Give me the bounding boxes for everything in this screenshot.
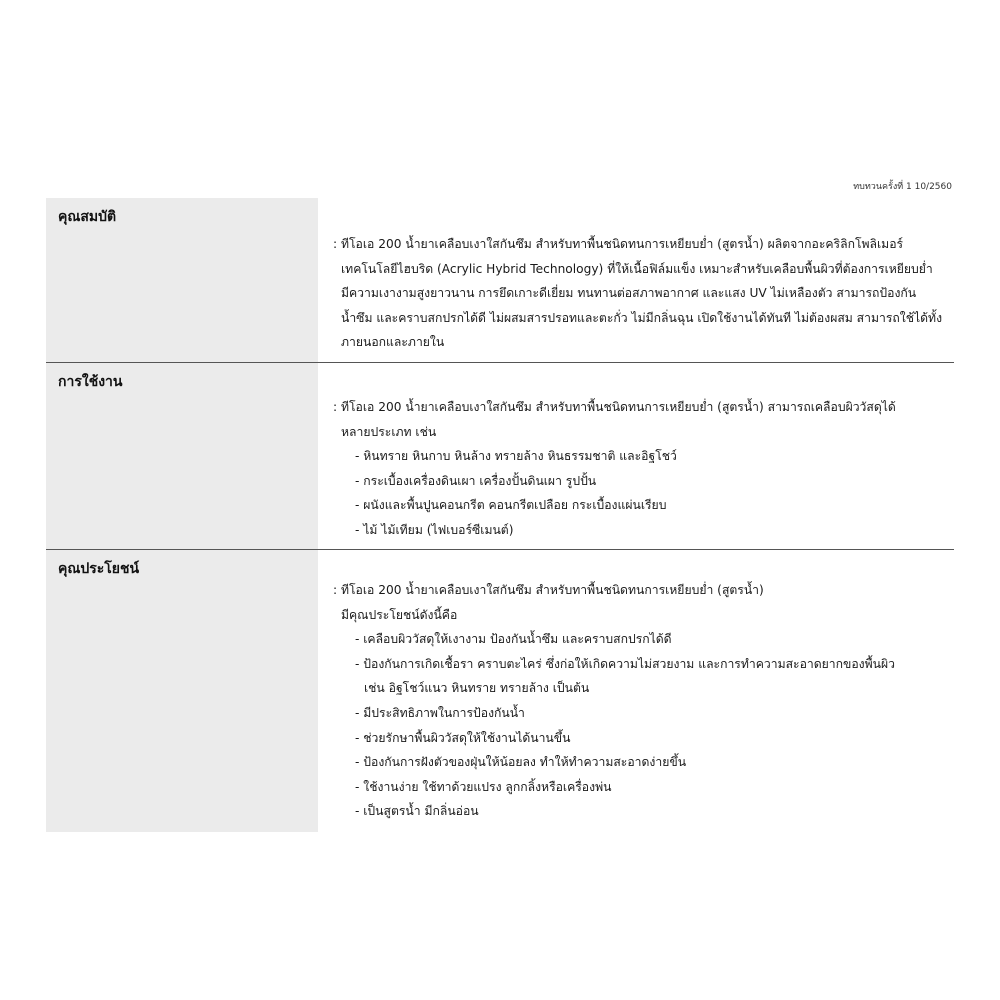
paragraph-line: หลายประเภท เช่น <box>341 424 437 439</box>
section-content-properties <box>318 198 954 362</box>
list-item-text: - ป้องกันการฝังตัวของฝุ่นให้น้อยลง ทำให้ทำความสะอาดง่ายขึ้น <box>355 755 687 770</box>
list-item: - หินทราย หินกาบ หินล้าง ทรายล้าง หินธรรมชาติ และอิฐโชว์ <box>355 449 677 464</box>
revision-note: ทบทวนครั้งที่ 1 10/2560 <box>853 182 952 192</box>
list-item: - ผนังและพื้นปูนคอนกรีต คอนกรีตเปลือย กระเบื้องแผ่นเรียบ <box>355 498 667 513</box>
list-item: - กระเบื้องเครื่องดินเผา เครื่องปั้นดินเผา รูปปั้น <box>355 473 597 488</box>
properties-paragraph <box>333 232 954 355</box>
list-item-continuation: เช่น อิฐโชว์แนว หินทราย ทรายล้าง เป็นต้น <box>364 681 590 696</box>
paragraph-line: : ทีโอเอ 200 น้ำยาเคลือบเงาใสกันซึม สำหรับทาพื้นชนิดทนการเหยียบย่ำ (สูตรน้ำ) สามารถเคลือบผิววัสดุได้ <box>333 400 896 414</box>
list-item <box>355 701 954 726</box>
list-item-text: - เป็นสูตรน้ำ มีกลิ่นอ่อน <box>355 804 479 819</box>
section-title-usage: การใช้งาน <box>58 374 123 390</box>
paragraph-line: น้ำซึม และคราบสกปรกได้ดี ไม่ผสมสารปรอทและตะกั่ว ไม่มีกลิ่นฉุน เปิดใช้งานได้ทันที ไม่ต้องผสม สามารถใช้ได้ทั้ง <box>341 310 943 325</box>
list-item-text: - ป้องกันการเกิดเชื้อรา คราบตะไคร่ ซึ่งก่อให้เกิดความไม่สวยงาม และการทำความสะอาดยากของพื้นผิว <box>355 656 895 671</box>
section-title-properties: คุณสมบัติ <box>58 209 117 225</box>
usage-list <box>333 444 954 542</box>
product-spec-table <box>46 198 954 832</box>
list-item <box>355 726 954 751</box>
section-label-cell <box>46 363 318 549</box>
paragraph-line: มีคุณประโยชน์ดังนี้คือ <box>341 607 458 622</box>
paragraph-line: ภายนอกและภายใน <box>341 335 445 350</box>
section-properties <box>46 198 954 362</box>
section-content-benefits <box>318 550 954 832</box>
paragraph-line: เทคโนโลยีไฮบริด (Acrylic Hybrid Technology) ที่ให้เนื้อฟิล์มแข็ง เหมาะสำหรับเคลือบพื้นผิวที่ต้องการเหยียบย่ำ <box>341 261 933 276</box>
list-item-text: - เคลือบผิววัสดุให้เงางาม ป้องกันน้ำซึม และคราบสกปรกได้ดี <box>355 632 672 647</box>
list-item: - ไม้ ไม้เทียม (ไฟเบอร์ซีเมนต์) <box>355 522 514 537</box>
list-item <box>355 627 954 652</box>
list-item <box>355 652 954 701</box>
section-content-usage <box>318 363 954 549</box>
paragraph-line: มีความเงางามสูงยาวนาน การยึดเกาะดีเยี่ยม ทนทานต่อสภาพอากาศ และแสง UV ไม่เหลืองตัว สามารถป้องกัน <box>341 286 917 301</box>
list-item <box>355 750 954 775</box>
paragraph-line: : ทีโอเอ 200 น้ำยาเคลือบเงาใสกันซึม สำหรับทาพื้นชนิดทนการเหยียบย่ำ (สูตรน้ำ) ผลิตจากอะคริลิกโพลิเมอร์ <box>333 237 904 251</box>
list-item-text: - ใช้งานง่าย ใช้ทาด้วยแปรง ลูกกลิ้งหรือเครื่องพ่น <box>355 779 612 794</box>
benefits-list <box>333 627 954 824</box>
paragraph-line: : ทีโอเอ 200 น้ำยาเคลือบเงาใสกันซึม สำหรับทาพื้นชนิดทนการเหยียบย่ำ (สูตรน้ำ) <box>333 583 764 597</box>
list-item-text: - ช่วยรักษาพื้นผิววัสดุให้ใช้งานได้นานขึ้น <box>355 730 571 745</box>
section-label-cell <box>46 550 318 832</box>
section-benefits <box>46 549 954 832</box>
section-title-benefits: คุณประโยชน์ <box>58 561 140 577</box>
usage-intro <box>333 395 954 444</box>
section-usage <box>46 362 954 549</box>
benefits-intro <box>333 578 954 627</box>
section-label-cell <box>46 198 318 362</box>
list-item <box>355 799 954 824</box>
list-item <box>355 775 954 800</box>
list-item-text: - มีประสิทธิภาพในการป้องกันน้ำ <box>355 705 525 720</box>
